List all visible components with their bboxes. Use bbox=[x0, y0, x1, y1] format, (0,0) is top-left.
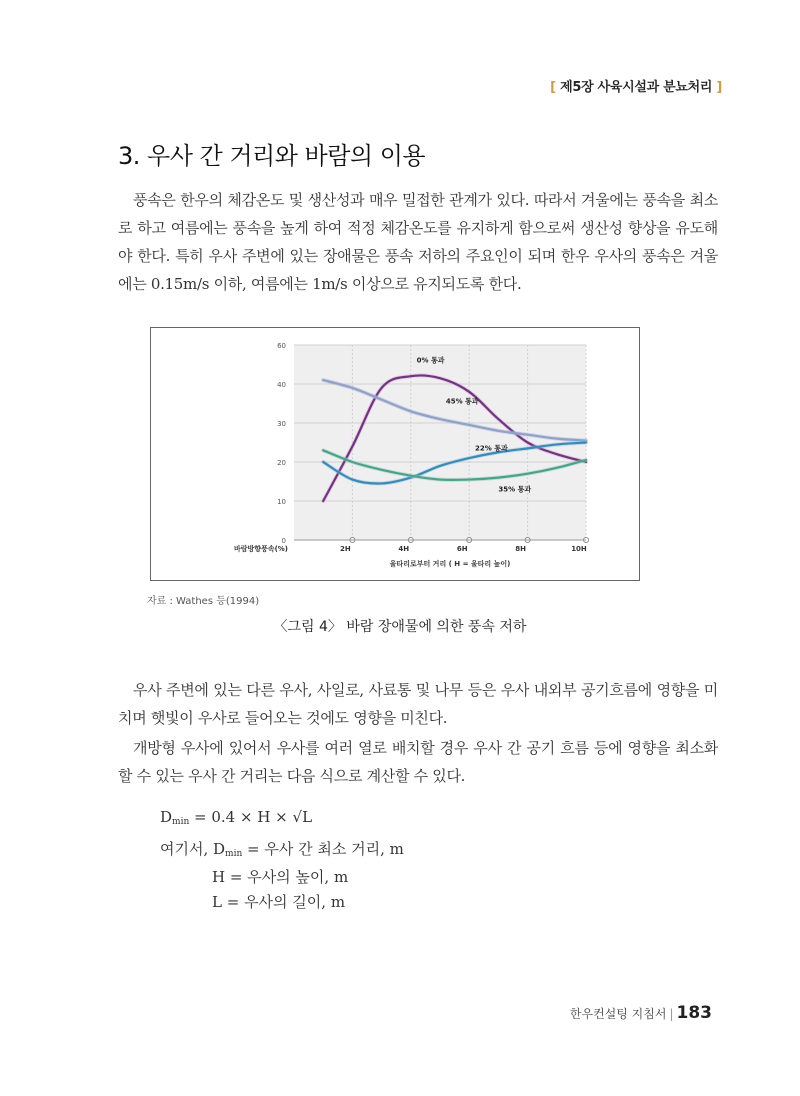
plot-background bbox=[294, 345, 586, 540]
wind-reduction-chart bbox=[150, 327, 640, 581]
chapter-header bbox=[550, 76, 722, 95]
paragraph-layout: 개방형 우사에 있어서 우사를 여러 열로 배치할 경우 우사 간 공기 흐름 등에 영향을 최소화할 수 있는 우사 간 거리는 다음 식으로 계산할 수 있다. bbox=[118, 739, 718, 785]
formula-where-sub: min bbox=[225, 849, 243, 859]
chapter-title: 제5장 사육시설과 분뇨처리 bbox=[560, 80, 713, 95]
header-bracket-open: [ bbox=[550, 80, 556, 95]
formula-main bbox=[160, 808, 312, 827]
x-tick-label: 4H bbox=[398, 545, 410, 553]
formula-lhs: D bbox=[160, 808, 173, 826]
formula-where-prefix: 여기서, D bbox=[160, 840, 226, 858]
footer-divider: | bbox=[669, 1007, 674, 1021]
figure-caption: 〈그림 4〉 바람 장애물에 의한 풍속 저하 bbox=[273, 619, 527, 635]
x-tick-label: 2H bbox=[340, 545, 351, 553]
formula-h-definition: H = 우사의 높이, m bbox=[212, 868, 349, 886]
series-label: 0% 통과 bbox=[416, 356, 445, 365]
x-tick-label: 10H bbox=[571, 545, 587, 553]
paragraph-wind-speed: 풍속은 한우의 체감온도 및 생산성과 매우 밀접한 관계가 있다. 따라서 겨울에는 풍속을 최소로 하고 여름에는 풍속을 높게 하여 적정 체감온도를 유지하게 함으로써 생산성 향상을 유도해야 한다. 특히 우사 주변에 있는 장애물은 풍속 저하의 주요인이 되며 한우 우사의 풍속은 겨울에는 0.15m/s 이하, 여름에는 1m/s 이상으로 유지되도록 한다. bbox=[118, 191, 718, 293]
x-tick-label: 6H bbox=[456, 545, 468, 553]
x-tick-label: 8H bbox=[515, 545, 526, 553]
formula-where bbox=[160, 838, 404, 859]
y-tick-label: 0 bbox=[281, 537, 286, 545]
x-axis-label: 울타리로부터 거리 ( H = 울타리 높이) bbox=[389, 560, 511, 568]
y-tick-label: 40 bbox=[277, 381, 286, 389]
y-tick-label: 30 bbox=[277, 420, 286, 428]
formula-lhs-sub: min bbox=[172, 817, 190, 827]
header-bracket-close: ] bbox=[716, 80, 722, 95]
y-tick-label: 10 bbox=[277, 498, 286, 506]
y-axis-label: 바람방향풍속(%) bbox=[234, 545, 288, 553]
series-label: 22% 통과 bbox=[475, 444, 508, 453]
section-title: 3. 우사 간 거리와 바람의 이용 bbox=[118, 142, 426, 170]
formula-l-definition: L = 우사의 길이, m bbox=[212, 893, 346, 911]
footer-book-title: 한우컨설팅 지침서 bbox=[569, 1007, 667, 1021]
chart-svg bbox=[151, 328, 639, 580]
formula-where-rest: = 우사 간 최소 거리, m bbox=[247, 840, 404, 858]
page-footer bbox=[570, 1003, 712, 1023]
page-number: 183 bbox=[676, 1003, 712, 1023]
formula-rhs: = 0.4 × H × √L bbox=[194, 808, 313, 826]
series-label: 35% 통과 bbox=[498, 485, 532, 494]
figure-source: 자료 : Wathes 등(1994) bbox=[147, 596, 260, 607]
y-tick-label: 20 bbox=[277, 459, 286, 467]
paragraph-obstacles: 우사 주변에 있는 다른 우사, 사일로, 사료통 및 나무 등은 우사 내외부 공기흐름에 영향을 미치며 햇빛이 우사로 들어오는 것에도 영향을 미친다. bbox=[118, 681, 718, 727]
y-tick-label: 60 bbox=[277, 342, 286, 350]
series-label: 45% 통과 bbox=[445, 397, 479, 406]
